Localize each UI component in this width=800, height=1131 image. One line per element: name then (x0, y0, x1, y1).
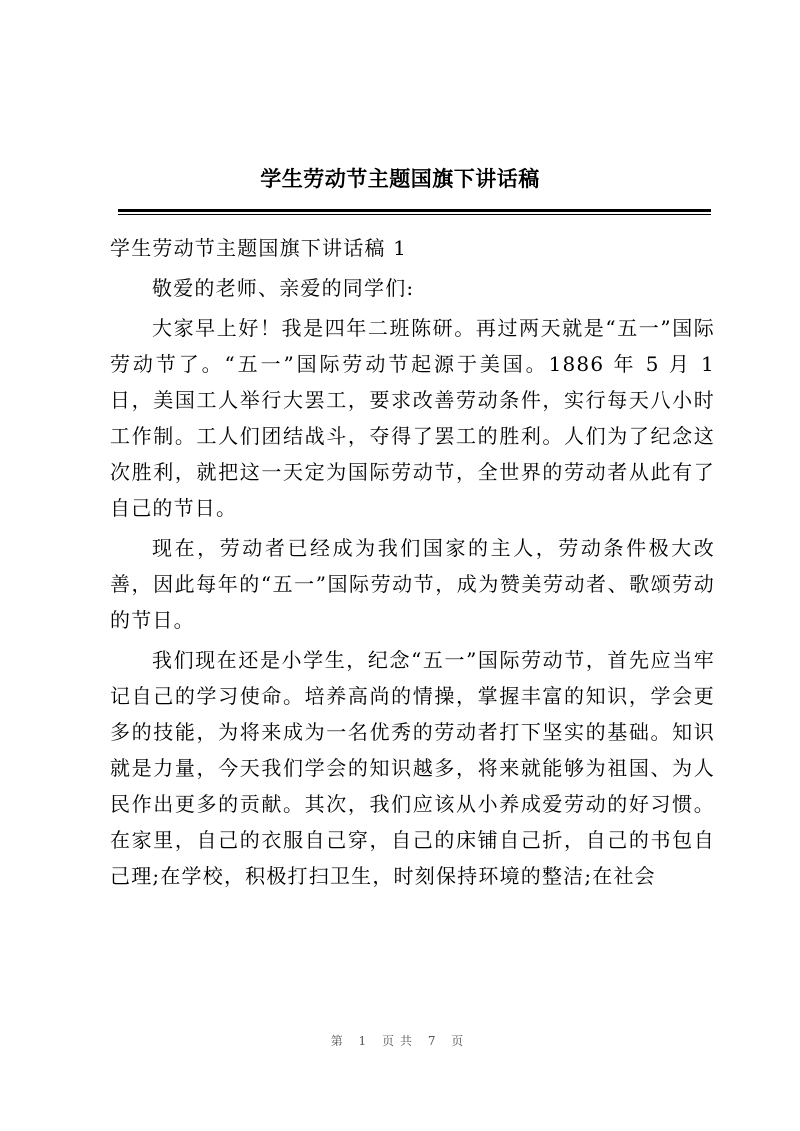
salutation-paragraph: 敬爱的老师、亲爱的同学们: (152, 276, 415, 300)
section-heading: 学生劳动节主题国旗下讲话稿 1 (110, 236, 408, 260)
document-body (110, 230, 715, 894)
title-underline (118, 209, 711, 212)
body-paragraph: 我们现在还是小学生，纪念“五一”国际劳动节，首先应当牢记自己的学习使命。培养高尚的情操，掌握丰富的知识，学会更多的技能，为将来成为一名优秀的劳动者打下坚实的基础。知识就是力量，今天我们学会的知识越多，将来就能够为祖国、为人民作出更多的贡献。其次，我们应该从小养成爱劳动的好习惯。在家里，自己的衣服自己穿，自己的床铺自己折，自己的书包自己理;在学校，积极打扫卫生，时刻保持环境的整洁;在社会 (110, 648, 715, 888)
body-paragraph: 大家早上好！我是四年二班陈研。再过两天就是“五一”国际劳动节了。“五一”国际劳动节起源于美国。1886 年 5 月 1 日，美国工人举行大罢工，要求改善劳动条件，实行每天八小时工作制。工人们团结战斗，夺得了罢工的胜利。人们为了纪念这次胜利，就把这一天定为国际劳动节，全世界的劳动者从此有了自己的节日。 (110, 316, 715, 520)
document-title: 学生劳动节主题国旗下讲话稿 (260, 166, 540, 191)
body-paragraph: 现在，劳动者已经成为我们国家的主人，劳动条件极大改善，因此每年的“五一”国际劳动节，成为赞美劳动者、歌颂劳动的节日。 (110, 536, 715, 632)
title-underline-thin (118, 214, 711, 215)
page-number-footer: 第 1 页共 7 页 (330, 1034, 470, 1048)
